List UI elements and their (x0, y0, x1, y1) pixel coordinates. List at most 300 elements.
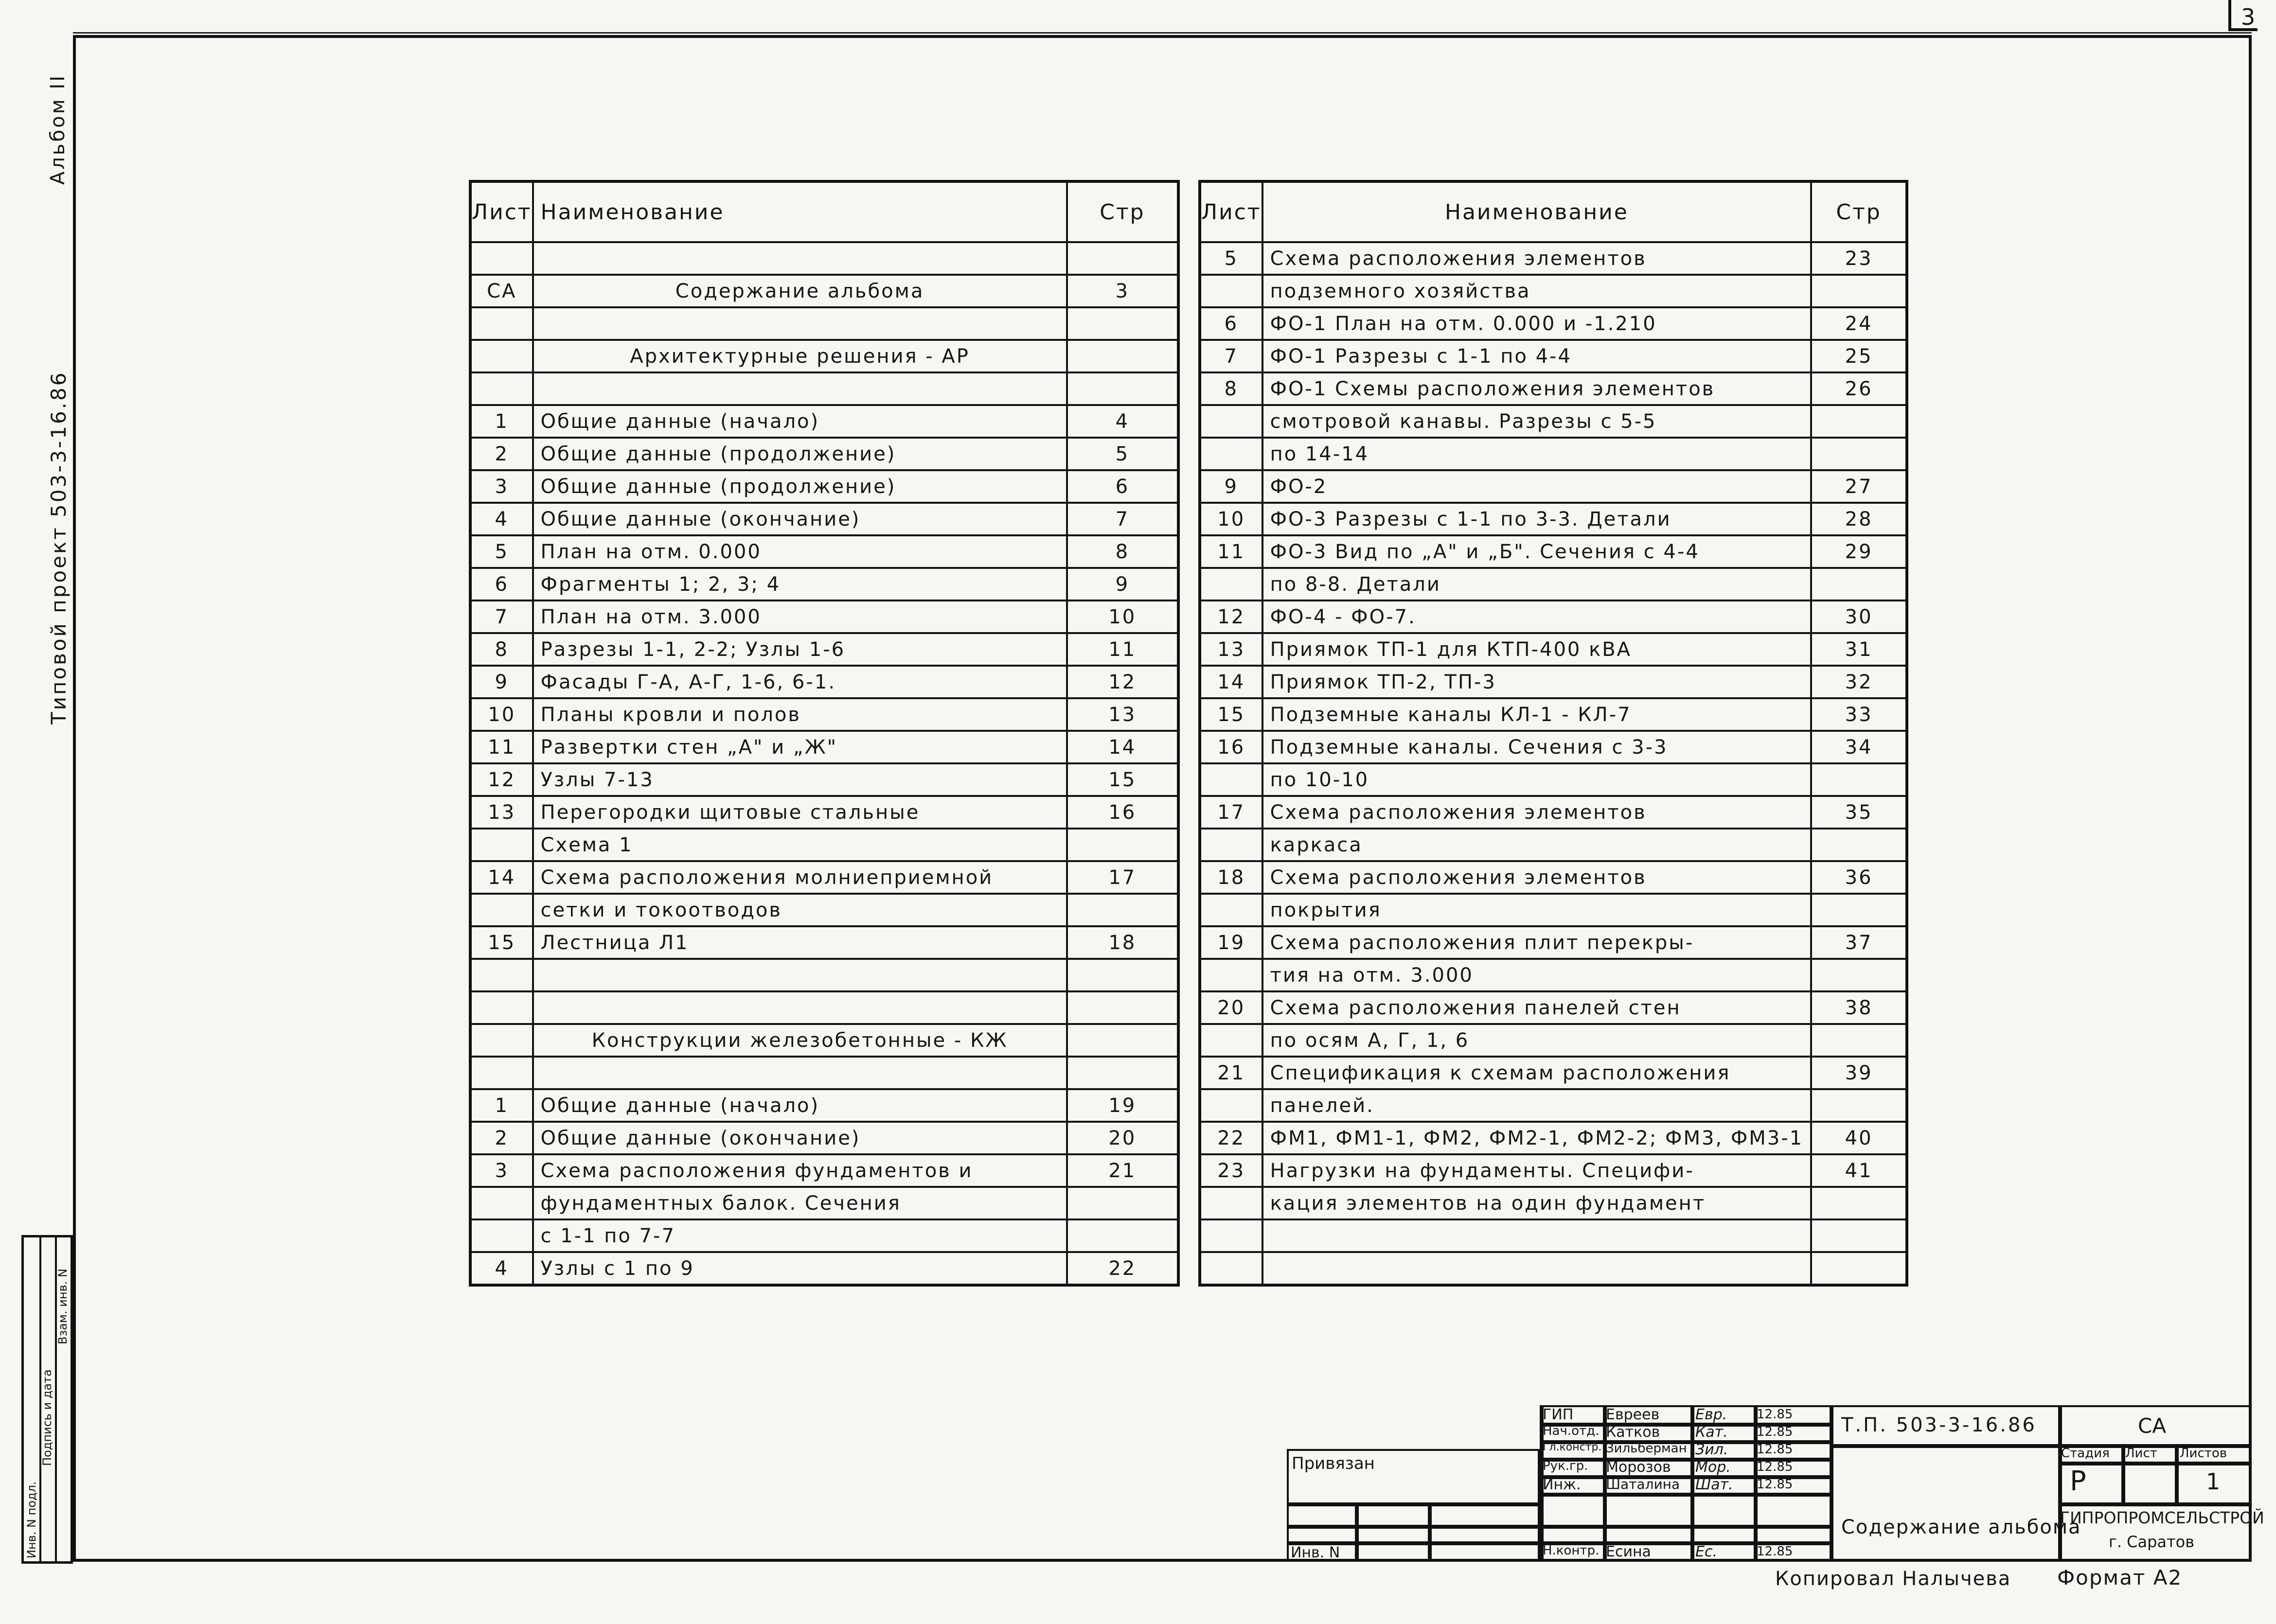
sheet-number-cell: 4 (470, 1252, 533, 1285)
sheet-number-cell: 2 (470, 1122, 533, 1154)
sheet-name-cell: Развертки стен „А" и „Ж" (533, 731, 1067, 763)
sheet-name-cell: каркаса (1262, 829, 1812, 861)
role-engineer: Инж. (1543, 1476, 1581, 1493)
sheet-number-cell: 11 (470, 731, 533, 763)
signature-4: Мор. (1695, 1459, 1731, 1476)
table-row (470, 470, 1178, 503)
stamp-label-replaced: Взам. инв. N (56, 1269, 70, 1344)
sheet-number-cell: 15 (470, 926, 533, 959)
sheet-name-cell: Узлы с 1 по 9 (533, 1252, 1067, 1285)
table-row (470, 991, 1178, 1024)
sheet-name-cell (533, 307, 1067, 340)
sheet-number-cell: 9 (1200, 470, 1262, 503)
rule (1287, 1502, 1540, 1506)
sheet-name-cell: Схема расположения плит перекры- (1262, 926, 1812, 959)
table-row (470, 372, 1178, 405)
sheet-name-cell: Спецификация к схемам расположения (1262, 1057, 1812, 1089)
date-6: 12.85 (1757, 1544, 1793, 1559)
date-2: 12.85 (1757, 1425, 1793, 1439)
sheet-name-cell: смотровой канавы. Разрезы с 5-5 (1262, 405, 1812, 438)
signature-1: Евр. (1695, 1406, 1727, 1423)
page-number-cell: 20 (1067, 1122, 1178, 1154)
sheet-name-cell: Фасады Г-А, А-Г, 1-6, 6-1. (533, 666, 1067, 698)
sheet-number-cell (1200, 405, 1262, 438)
page-number-cell: 13 (1067, 698, 1178, 731)
table-row (1200, 1057, 1907, 1089)
rule (1287, 1525, 1540, 1529)
page-number-cell: 17 (1067, 861, 1178, 894)
table-row (470, 1154, 1178, 1187)
table-row (470, 438, 1178, 470)
contents-right-body (1200, 242, 1907, 1285)
table-row (470, 1252, 1178, 1285)
sheet-format: Формат А2 (2057, 1566, 2183, 1589)
sheet-name-cell: Схема расположения фундаментов и (533, 1154, 1067, 1187)
page-number-cell (1811, 1024, 1907, 1057)
header-name: Наименование (1262, 181, 1812, 242)
date-5: 12.85 (1757, 1477, 1793, 1492)
name-4: Морозов (1606, 1459, 1671, 1476)
sheet-number-cell (1200, 275, 1262, 307)
sheet-name-cell (1262, 1219, 1812, 1252)
table-row (1200, 1187, 1907, 1219)
table-row (470, 829, 1178, 861)
sheet-name-cell: Конструкции железобетонные - КЖ (533, 1024, 1067, 1057)
table-row (1200, 1219, 1907, 1252)
sheet-name-cell: Узлы 7-13 (533, 763, 1067, 796)
table-row (1200, 275, 1907, 307)
page-number-cell: 21 (1067, 1154, 1178, 1187)
role-group-leader: Рук.гр. (1543, 1459, 1588, 1473)
sheet-name-cell: Общие данные (продолжение) (533, 438, 1067, 470)
sheet-name-cell: ФО-3 Разрезы с 1-1 по 3-3. Детали (1262, 503, 1812, 535)
sheet-name-cell: Схема расположения элементов (1262, 796, 1812, 829)
sheet-number-cell: 18 (1200, 861, 1262, 894)
page-number-cell: 39 (1811, 1057, 1907, 1089)
sheet-name-cell (533, 991, 1067, 1024)
sheet-name-cell: сетки и токоотводов (533, 894, 1067, 926)
sheet-number-cell: СА (470, 275, 533, 307)
sheet-name-cell: Подземные каналы. Сечения с 3-3 (1262, 731, 1812, 763)
page-number-cell (1067, 829, 1178, 861)
rule (2175, 1444, 2179, 1502)
signature-2: Кат. (1695, 1424, 1728, 1441)
table-row (1200, 829, 1907, 861)
table-row (1200, 340, 1907, 372)
top-border-line (73, 32, 2252, 34)
table-row (1200, 861, 1907, 894)
sheet-number-cell (1200, 894, 1262, 926)
sheet-name-cell: ФО-3 Вид по „А" и „Б". Сечения с 4-4 (1262, 535, 1812, 568)
rule (1690, 1405, 1694, 1562)
sheet-number-cell: 10 (470, 698, 533, 731)
page-number-cell: 7 (1067, 503, 1178, 535)
table-row (1200, 242, 1907, 275)
page-number-cell: 14 (1067, 731, 1178, 763)
page-number-cell (1811, 1252, 1907, 1285)
table-row (1200, 991, 1907, 1024)
sheet-number-cell: 22 (1200, 1122, 1262, 1154)
sheet-name-cell: Перегородки щитовые стальные (533, 796, 1067, 829)
sheet-number-cell (1200, 763, 1262, 796)
table-row (1200, 1122, 1907, 1154)
sheet-number-cell (470, 829, 533, 861)
sheet-name-cell: подземного хозяйства (1262, 275, 1812, 307)
sheet-name-cell: Приямок ТП-2, ТП-3 (1262, 666, 1812, 698)
sheet-name-cell: Схема 1 (533, 829, 1067, 861)
sheet-number-cell (1200, 1089, 1262, 1122)
table-row (470, 763, 1178, 796)
page-number-cell: 25 (1811, 340, 1907, 372)
sheet-number-cell (1200, 1187, 1262, 1219)
page-number-cell: 15 (1067, 763, 1178, 796)
table-row (470, 796, 1178, 829)
rule (1428, 1502, 1432, 1562)
sheet-number-cell: 23 (1200, 1154, 1262, 1187)
sheet-name-cell: ФО-4 - ФО-7. (1262, 600, 1812, 633)
page-number-cell (1811, 568, 1907, 600)
table-row (470, 568, 1178, 600)
page-number-cell: 8 (1067, 535, 1178, 568)
sheet-name-cell: кация элементов на один фундамент (1262, 1187, 1812, 1219)
sheet-number-cell (1200, 1252, 1262, 1285)
sheet-number-cell (470, 991, 533, 1024)
document-mark: СА (2138, 1414, 2167, 1438)
project-code: Т.П. 503-3-16.86 (1841, 1414, 2037, 1436)
sheet-number-cell: 12 (1200, 600, 1262, 633)
contents-left-body (470, 242, 1178, 1285)
page-number-cell (1811, 1089, 1907, 1122)
sheet-name-cell: ФО-1 План на отм. 0.000 и -1.210 (1262, 307, 1812, 340)
sheet-number-cell (470, 1057, 533, 1089)
table-row (1200, 1024, 1907, 1057)
table-row (1200, 405, 1907, 438)
sheet-name-cell: Архитектурные решения - АР (533, 340, 1067, 372)
page-number-cell: 9 (1067, 568, 1178, 600)
page-number-cell (1067, 959, 1178, 991)
sheet-number-cell (470, 340, 533, 372)
sheet-name-cell: Общие данные (начало) (533, 1089, 1067, 1122)
rule (2121, 1444, 2125, 1502)
page-number-cell: 12 (1067, 666, 1178, 698)
page-number-cell: 41 (1811, 1154, 1907, 1187)
project-label: Типовой проект 503-3-16.86 (47, 371, 71, 724)
page-number-cell: 38 (1811, 991, 1907, 1024)
page-number-cell (1811, 405, 1907, 438)
contents-table-right (1198, 180, 1908, 1287)
inventory-label: Инв. N (1291, 1544, 1340, 1561)
page-number-cell (1811, 1187, 1907, 1219)
name-6: Есина (1606, 1543, 1651, 1560)
signature-3: Зил. (1695, 1441, 1728, 1458)
sheet-name-cell: по 8-8. Детали (1262, 568, 1812, 600)
table-row (470, 633, 1178, 666)
table-header-row (470, 181, 1178, 242)
header-sheet: Лист (1200, 181, 1262, 242)
sheet-name-cell: ФМ1, ФМ1-1, ФМ2, ФМ2-1, ФМ2-2; ФМ3, ФМ3-1 (1262, 1122, 1812, 1154)
page-number-cell (1811, 438, 1907, 470)
header-page: Стр (1067, 181, 1178, 242)
table-row (470, 307, 1178, 340)
sheet-name-cell: Общие данные (начало) (533, 405, 1067, 438)
sheet-number-cell: 11 (1200, 535, 1262, 568)
sheet-name-cell (533, 959, 1067, 991)
page-number-cell: 31 (1811, 633, 1907, 666)
table-row (1200, 698, 1907, 731)
sheet-number-cell: 7 (470, 600, 533, 633)
page-number-cell (1067, 242, 1178, 275)
table-row (1200, 796, 1907, 829)
sheet-number-cell: 8 (470, 633, 533, 666)
sheet-number-cell: 17 (1200, 796, 1262, 829)
sheet-number-cell (1200, 1024, 1262, 1057)
table-row (1200, 763, 1907, 796)
signature-6: Ес. (1695, 1543, 1717, 1560)
title-block (1287, 1405, 2264, 1562)
table-row (1200, 470, 1907, 503)
sheet-name-cell: Схема расположения молниеприемной (533, 861, 1067, 894)
sheet-number-cell (1200, 568, 1262, 600)
table-row (1200, 307, 1907, 340)
table-row (470, 503, 1178, 535)
table-row (1200, 438, 1907, 470)
page-number-cell (1067, 307, 1178, 340)
sheet-name-cell: Лестница Л1 (533, 926, 1067, 959)
sheet-number-cell: 3 (470, 1154, 533, 1187)
table-row (470, 1122, 1178, 1154)
sheet-name-cell: Фрагменты 1; 2, 3; 4 (533, 568, 1067, 600)
sheet-name-cell: План на отм. 3.000 (533, 600, 1067, 633)
album-label: Альбом II (47, 73, 69, 185)
sheet-number-cell (470, 894, 533, 926)
table-row (470, 926, 1178, 959)
sheet-number-cell: 5 (1200, 242, 1262, 275)
sheet-name-cell: Схема расположения элементов (1262, 242, 1812, 275)
sheet-name-cell: Схема расположения панелей стен (1262, 991, 1812, 1024)
sheet-number-cell: 2 (470, 438, 533, 470)
page-number-cell: 34 (1811, 731, 1907, 763)
sheets-total: 1 (2206, 1468, 2221, 1495)
table-row (470, 731, 1178, 763)
table-row (1200, 600, 1907, 633)
page-number-cell: 22 (1067, 1252, 1178, 1285)
rule (1540, 1493, 1831, 1497)
name-5: Шаталина (1606, 1476, 1680, 1492)
page-number-cell: 32 (1811, 666, 1907, 698)
page-number-cell: 26 (1811, 372, 1907, 405)
sheet-number-cell: 7 (1200, 340, 1262, 372)
table-row (470, 275, 1178, 307)
sheet-name-cell: по 10-10 (1262, 763, 1812, 796)
signature-5: Шат. (1695, 1476, 1733, 1493)
sheet-name-cell: с 1-1 по 7-7 (533, 1219, 1067, 1252)
page-number-cell: 23 (1811, 242, 1907, 275)
table-header-row (1200, 181, 1907, 242)
header-page: Стр (1811, 181, 1907, 242)
page-number-cell (1811, 275, 1907, 307)
table-row (470, 242, 1178, 275)
sheet-number-cell: 20 (1200, 991, 1262, 1024)
sheet-name-cell: ФО-1 Разрезы с 1-1 по 4-4 (1262, 340, 1812, 372)
sheet-name-cell (1262, 1252, 1812, 1285)
linked-label: Привязан (1292, 1454, 1375, 1473)
sheet-name-cell: Разрезы 1-1, 2-2; Узлы 1-6 (533, 633, 1067, 666)
date-4: 12.85 (1757, 1460, 1793, 1474)
page-number-cell: 11 (1067, 633, 1178, 666)
sheet-number-cell: 15 (1200, 698, 1262, 731)
sheet-name-cell: ФО-2 (1262, 470, 1812, 503)
sheet-name-cell: ФО-1 Схемы расположения элементов (1262, 372, 1812, 405)
header-sheet: Лист (470, 181, 533, 242)
sheet-name-cell: Нагрузки на фундаменты. Специфи- (1262, 1154, 1812, 1187)
sheet-number-cell: 16 (1200, 731, 1262, 763)
sheet-number-cell (470, 242, 533, 275)
page-number-cell: 27 (1811, 470, 1907, 503)
page-number-cell: 16 (1067, 796, 1178, 829)
sheet-number-cell: 12 (470, 763, 533, 796)
page-number-cell (1067, 1219, 1178, 1252)
table-row (1200, 731, 1907, 763)
sheet-name-cell: Содержание альбома (533, 275, 1067, 307)
stamp-label-inventory: Инв. N подл. (25, 1481, 38, 1558)
sheet-name-cell: Общие данные (продолжение) (533, 470, 1067, 503)
table-row (1200, 1252, 1907, 1285)
approval-stamp-strip (21, 1235, 73, 1564)
table-row (1200, 926, 1907, 959)
sheet-number-cell (1200, 438, 1262, 470)
table-row (470, 1057, 1178, 1089)
sheet-number-cell (470, 1187, 533, 1219)
sheet-number-cell: 1 (470, 1089, 533, 1122)
table-row (1200, 1089, 1907, 1122)
page-number-cell: 28 (1811, 503, 1907, 535)
stamp-label-signature: Подпись и дата (40, 1369, 54, 1466)
page-number-cell: 10 (1067, 600, 1178, 633)
page-number-cell: 33 (1811, 698, 1907, 731)
page-number-cell (1067, 991, 1178, 1024)
table-row (1200, 894, 1907, 926)
header-name: Наименование (533, 181, 1067, 242)
role-head-dept: Нач.отд. (1543, 1424, 1600, 1438)
table-row (470, 894, 1178, 926)
page-number-cell: 24 (1811, 307, 1907, 340)
name-1: Евреев (1606, 1406, 1660, 1423)
table-row (1200, 568, 1907, 600)
rule (2058, 1462, 2252, 1465)
sheet-name-cell: Общие данные (окончание) (533, 1122, 1067, 1154)
table-row (1200, 959, 1907, 991)
sheet-name-cell: Планы кровли и полов (533, 698, 1067, 731)
table-row (470, 340, 1178, 372)
stage-value: Р (2070, 1465, 2086, 1497)
sheet-number-cell: 9 (470, 666, 533, 698)
table-row (1200, 372, 1907, 405)
sheet-name-cell: тия на отм. 3.000 (1262, 959, 1812, 991)
sheet-number-cell: 4 (470, 503, 533, 535)
page-number-cell (1811, 829, 1907, 861)
sheet-number-cell (470, 1219, 533, 1252)
sheet-number-cell: 5 (470, 535, 533, 568)
sheet-name-cell (533, 372, 1067, 405)
sheet-number-cell (1200, 829, 1262, 861)
sheet-number-cell: 14 (1200, 666, 1262, 698)
page-number-cell: 4 (1067, 405, 1178, 438)
rule (1355, 1502, 1359, 1562)
sheet-name-cell: Общие данные (окончание) (533, 503, 1067, 535)
sheet-number-cell: 13 (470, 796, 533, 829)
sheet-number-cell (470, 372, 533, 405)
rule (1540, 1525, 1831, 1529)
page-number-cell (1067, 340, 1178, 372)
sheet-number-cell: 21 (1200, 1057, 1262, 1089)
copied-by: Копировал Налычева (1775, 1568, 2011, 1590)
sheet-name-cell: Подземные каналы КЛ-1 - КЛ-7 (1262, 698, 1812, 731)
sheet-number-cell (1200, 1219, 1262, 1252)
sheet-number-cell: 14 (470, 861, 533, 894)
sheet-name-cell: панелей. (1262, 1089, 1812, 1122)
page-number-cell: 5 (1067, 438, 1178, 470)
organization-city: г. Саратов (2109, 1533, 2195, 1551)
page-number-cell (1811, 959, 1907, 991)
date-3: 12.85 (1757, 1442, 1793, 1457)
page-number-cell: 18 (1067, 926, 1178, 959)
date-1: 12.85 (1757, 1407, 1793, 1422)
table-row (470, 666, 1178, 698)
table-row (470, 1024, 1178, 1057)
rule (2058, 1502, 2252, 1506)
sheet-number-cell (470, 959, 533, 991)
page-number-cell: 29 (1811, 535, 1907, 568)
sheet-number-cell: 8 (1200, 372, 1262, 405)
sheet-number-cell: 10 (1200, 503, 1262, 535)
table-row (1200, 1154, 1907, 1187)
page-number-cell (1067, 1187, 1178, 1219)
sheet-name-cell: План на отм. 0.000 (533, 535, 1067, 568)
sheet-name-cell: покрытия (1262, 894, 1812, 926)
page-number-cell (1811, 894, 1907, 926)
sheets-label: Листов (2180, 1446, 2227, 1461)
name-3: Зильберман (1606, 1441, 1687, 1456)
sheet-number-cell: 13 (1200, 633, 1262, 666)
role-gip: ГИП (1543, 1406, 1574, 1423)
page-number-cell: 36 (1811, 861, 1907, 894)
document-title: Содержание альбома (1841, 1516, 2081, 1538)
page-number-cell: 30 (1811, 600, 1907, 633)
page-number-cell: 19 (1067, 1089, 1178, 1122)
page-number-cell: 3 (1067, 275, 1178, 307)
sheet-number-cell (1200, 959, 1262, 991)
page-number-cell (1067, 1057, 1178, 1089)
stage-label: Стадия (2061, 1446, 2110, 1461)
page-number-cell: 37 (1811, 926, 1907, 959)
sheet-number-cell: 19 (1200, 926, 1262, 959)
table-row (1200, 503, 1907, 535)
sheet-number-cell: 6 (470, 568, 533, 600)
page-number-cell: 6 (1067, 470, 1178, 503)
role-norm-control: Н.контр. (1543, 1543, 1600, 1558)
sheet-name-cell (533, 1057, 1067, 1089)
page-number-cell (1067, 372, 1178, 405)
sheet-name-cell: Приямок ТП-1 для КТП-400 кВА (1262, 633, 1812, 666)
role-chief-designer: Гл.констр. (1543, 1441, 1602, 1453)
sheet-label: Лист (2125, 1446, 2157, 1461)
page-number-cell (1811, 1219, 1907, 1252)
organization-name: ГИПРОПРОМСЕЛЬСТРОЙ (2060, 1508, 2264, 1527)
table-row (470, 405, 1178, 438)
table-row (470, 959, 1178, 991)
name-2: Катков (1606, 1424, 1660, 1441)
page-number-cell (1067, 1024, 1178, 1057)
